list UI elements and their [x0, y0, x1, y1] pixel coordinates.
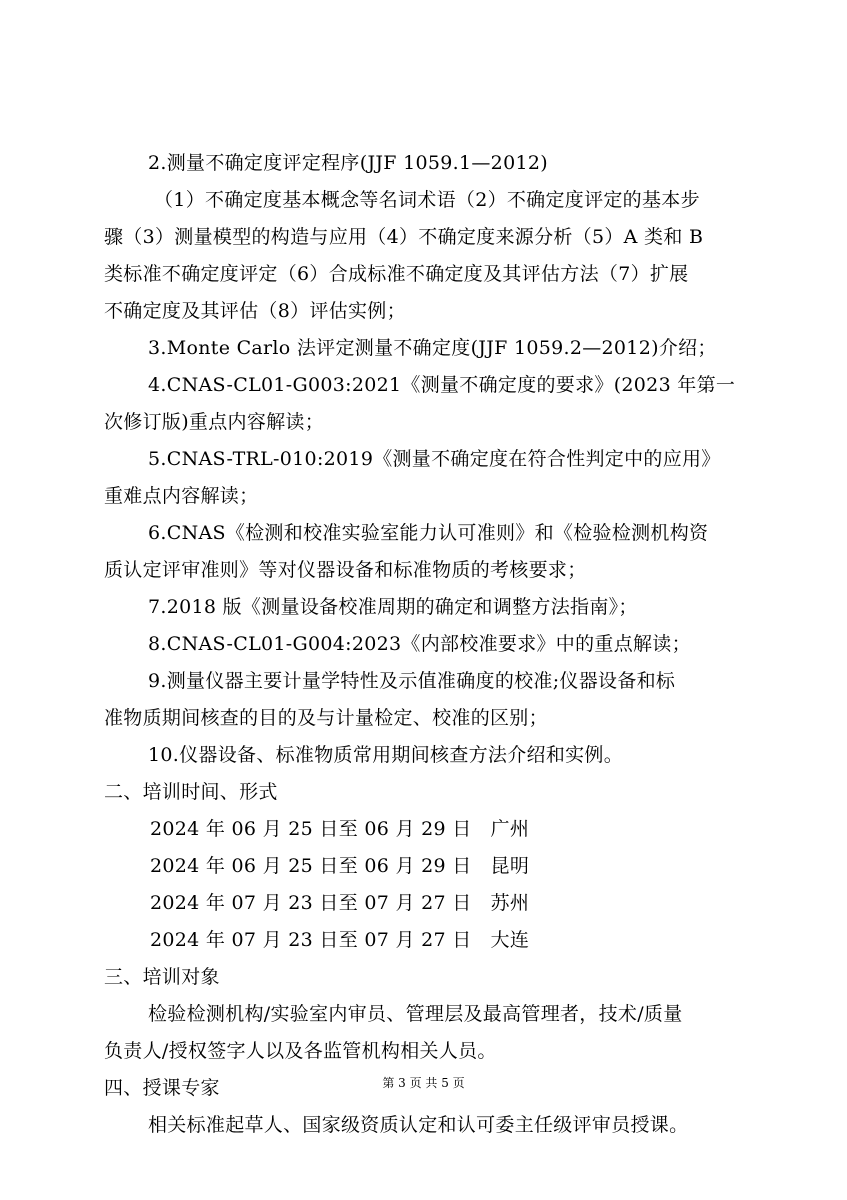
paragraph-line: （1）不确定度基本概念等名词术语（2）不确定度评定的基本步: [154, 189, 700, 211]
list-item-7: 7.2018 版《测量设备校准周期的确定和调整方法指南》；: [148, 596, 638, 618]
paragraph-line: 骤（3）测量模型的构造与应用（4）不确定度来源分析（5）A 类和 B: [104, 226, 704, 248]
list-item-6: 6.CNAS《检测和校准实验室能力认可准则》和《检验检测机构资: [148, 522, 709, 544]
list-item-3: 3.Monte Carlo 法评定测量不确定度(JJF 1059.2—2012)介绍；: [148, 337, 717, 359]
list-item-10: 10.仪器设备、标准物质常用期间核查方法介绍和实例。: [148, 744, 624, 766]
schedule-item: 2024 年 07 月 23 日至 07 月 27 日 苏州: [150, 892, 530, 914]
list-item-5: 5.CNAS-TRL-010:2019《测量不确定度在符合性判定中的应用》: [148, 448, 721, 470]
paragraph-line: 次修订版)重点内容解读；: [104, 411, 325, 433]
section-heading-schedule: 二、培训时间、形式: [104, 781, 278, 803]
page-footer: 第 3 页 共 5 页: [382, 1076, 465, 1090]
list-item-8: 8.CNAS-CL01-G004:2023《内部校准要求》中的重点解读；: [148, 633, 691, 655]
paragraph-line: 质认定评审准则》等对仪器设备和标准物质的考核要求；: [104, 559, 587, 581]
schedule-item: 2024 年 06 月 25 日至 06 月 29 日 昆明: [150, 855, 530, 877]
paragraph-line: 类标准不确定度评定（6）合成标准不确定度及其评估方法（7）扩展: [104, 263, 689, 285]
paragraph-line: 负责人/授权签字人以及各监管机构相关人员。: [104, 1040, 497, 1062]
paragraph-line: 准物质期间核查的目的及与计量检定、校准的区别；: [104, 707, 548, 729]
paragraph-line: 不确定度及其评估（8）评估实例；: [104, 300, 406, 322]
list-item-2: 2.测量不确定度评定程序(JJF 1059.1—2012): [148, 152, 548, 174]
schedule-item: 2024 年 07 月 23 日至 07 月 27 日 大连: [150, 929, 530, 951]
schedule-item: 2024 年 06 月 25 日至 06 月 29 日 广州: [150, 818, 530, 840]
paragraph-line: 检验检测机构/实验室内审员、管理层及最高管理者，技术/质量: [148, 1003, 683, 1025]
document-body: [104, 145, 744, 1144]
paragraph-line: 相关标准起草人、国家级资质认定和认可委主任级评审员授课。: [148, 1114, 689, 1136]
list-item-9: 9.测量仪器主要计量学特性及示值准确度的校准;仪器设备和标: [148, 670, 676, 692]
section-heading-audience: 三、培训对象: [104, 966, 220, 988]
paragraph-line: 重难点内容解读；: [104, 485, 259, 507]
list-item-4: 4.CNAS-CL01-G003:2021《测量不确定度的要求》(2023 年第一: [148, 374, 736, 396]
section-heading-experts: 四、授课专家: [104, 1077, 220, 1099]
